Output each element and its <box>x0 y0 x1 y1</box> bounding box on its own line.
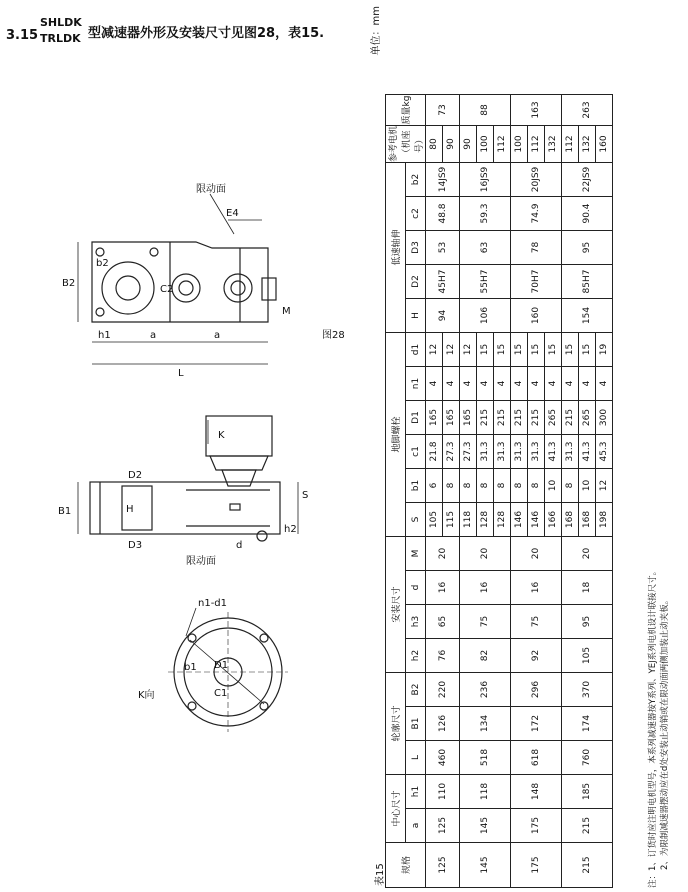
col-header-15: H <box>406 299 426 333</box>
cell-D3: 78 <box>511 231 562 265</box>
group-flange-bolt-header: 地脚螺栓 <box>386 333 406 537</box>
cell-motor: 80 <box>426 126 443 163</box>
dim-d-label: d <box>236 540 243 551</box>
spec-table <box>385 94 613 888</box>
cell-motor: 112 <box>528 126 545 163</box>
cell-d: 16 <box>426 571 460 605</box>
cell-weight: 88 <box>460 95 511 126</box>
col-header-4: B2 <box>406 673 426 707</box>
col-header-11: c1 <box>406 435 426 469</box>
cell-n1: 4 <box>426 367 443 401</box>
cell-S: 128 <box>494 503 511 537</box>
cell-n1: 4 <box>494 367 511 401</box>
cell-d1: 12 <box>426 333 443 367</box>
cell-c1: 21.8 <box>426 435 443 469</box>
col-spec-header: 规格 <box>386 843 426 888</box>
cell-h2: 76 <box>426 639 460 673</box>
dim-l-label: L <box>178 368 184 379</box>
cell-h3: 95 <box>562 605 613 639</box>
cell-S: 168 <box>579 503 596 537</box>
cell-c2: 90.4 <box>562 197 613 231</box>
cell-motor: 100 <box>511 126 528 163</box>
cell-H: 154 <box>562 299 613 333</box>
table-row <box>460 95 477 888</box>
spec-table-panel <box>365 2 685 892</box>
cell-b2: 14JS9 <box>426 163 460 197</box>
cell-M: 20 <box>562 537 613 571</box>
cell-B1: 134 <box>460 707 511 741</box>
cell-D3: 53 <box>426 231 460 265</box>
col-header-6: h3 <box>406 605 426 639</box>
cell-d1: 15 <box>579 333 596 367</box>
cell-D2: 85H7 <box>562 265 613 299</box>
cell-h1: 185 <box>562 775 613 809</box>
cell-c1: 27.3 <box>460 435 477 469</box>
cell-D1: 215 <box>511 401 528 435</box>
cell-d1: 15 <box>545 333 562 367</box>
col-header-10: b1 <box>406 469 426 503</box>
dim-n1-d1-label: n1-d1 <box>198 598 228 609</box>
cell-D1: 215 <box>562 401 579 435</box>
cell-d1: 15 <box>477 333 494 367</box>
cell-d1: 12 <box>443 333 460 367</box>
cell-spec: 215 <box>562 843 613 888</box>
cell-n1: 4 <box>545 367 562 401</box>
cell-S: 146 <box>528 503 545 537</box>
cell-motor: 132 <box>545 126 562 163</box>
col-header-1: h1 <box>406 775 426 809</box>
cell-d1: 15 <box>562 333 579 367</box>
cell-d: 16 <box>511 571 562 605</box>
section-number: 3.15 <box>6 28 39 43</box>
cell-h3: 75 <box>460 605 511 639</box>
dim-s-label: S <box>302 490 309 501</box>
cell-c1: 41.3 <box>545 435 562 469</box>
section-description: 型减速器外形及安装尺寸见图28，表15. <box>88 26 325 41</box>
cell-B2: 236 <box>460 673 511 707</box>
cell-S: 146 <box>511 503 528 537</box>
cell-D1: 215 <box>477 401 494 435</box>
cell-b1: 8 <box>494 469 511 503</box>
cell-a: 145 <box>460 809 511 843</box>
cell-d1: 19 <box>596 333 613 367</box>
col-header-13: n1 <box>406 367 426 401</box>
cell-n1: 4 <box>443 367 460 401</box>
group-install-header: 安装尺寸 <box>386 537 406 673</box>
cell-D3: 95 <box>562 231 613 265</box>
cell-spec: 125 <box>426 843 460 888</box>
cell-motor: 132 <box>579 126 596 163</box>
cell-a: 125 <box>426 809 460 843</box>
cell-b1: 8 <box>511 469 528 503</box>
cell-c1: 31.3 <box>494 435 511 469</box>
cell-h3: 75 <box>511 605 562 639</box>
cell-d1: 15 <box>494 333 511 367</box>
cell-D1: 215 <box>528 401 545 435</box>
cell-S: 198 <box>596 503 613 537</box>
cell-n1: 4 <box>477 367 494 401</box>
cell-B2: 370 <box>562 673 613 707</box>
dim-c1-label: C1 <box>214 688 228 699</box>
cell-n1: 4 <box>528 367 545 401</box>
col-header-9: S <box>406 503 426 537</box>
cell-motor: 90 <box>460 126 477 163</box>
side-limit-face-label: 限动面 <box>186 556 216 567</box>
cell-d: 18 <box>562 571 613 605</box>
col-header-19: b2 <box>406 163 426 197</box>
cell-D1: 300 <box>596 401 613 435</box>
dim-h2-label: h2 <box>284 524 297 535</box>
cell-D1: 265 <box>545 401 562 435</box>
cell-c1: 41.3 <box>579 435 596 469</box>
cell-c2: 74.9 <box>511 197 562 231</box>
dim-h-label: H <box>126 504 134 515</box>
cell-S: 128 <box>477 503 494 537</box>
cell-D1: 165 <box>426 401 443 435</box>
cell-b1: 8 <box>460 469 477 503</box>
cell-h1: 110 <box>426 775 460 809</box>
col-header-18: c2 <box>406 197 426 231</box>
cell-motor: 90 <box>443 126 460 163</box>
dim-d1-label: D1 <box>214 660 229 671</box>
cell-D2: 45H7 <box>426 265 460 299</box>
dim-h1-label: h1 <box>98 330 111 341</box>
table-row <box>426 95 443 888</box>
cell-B2: 220 <box>426 673 460 707</box>
cell-D2: 55H7 <box>460 265 511 299</box>
cell-b1: 6 <box>426 469 443 503</box>
cell-c2: 59.3 <box>460 197 511 231</box>
dim-c2-label: C2 <box>160 284 174 295</box>
cell-h1: 148 <box>511 775 562 809</box>
col-header-8: M <box>406 537 426 571</box>
dim-b2-small-label: b2 <box>96 258 109 269</box>
cell-n1: 4 <box>460 367 477 401</box>
model-name-2: TRLDK <box>40 32 81 45</box>
cell-B1: 126 <box>426 707 460 741</box>
cell-D1: 265 <box>579 401 596 435</box>
cell-b1: 8 <box>477 469 494 503</box>
group-center-header: 中心尺寸 <box>386 775 406 843</box>
cell-S: 166 <box>545 503 562 537</box>
group-outline-header: 轮廓尺寸 <box>386 673 406 775</box>
cell-S: 115 <box>443 503 460 537</box>
cell-n1: 4 <box>511 367 528 401</box>
cell-h2: 82 <box>460 639 511 673</box>
cell-B1: 172 <box>511 707 562 741</box>
col-header-17: D3 <box>406 231 426 265</box>
cell-h2: 92 <box>511 639 562 673</box>
cell-c1: 45.3 <box>596 435 613 469</box>
top-limit-face-label: 限动面 <box>196 184 226 195</box>
k-view-label: K向 <box>138 690 155 701</box>
dim-k-label: K <box>218 430 225 441</box>
table-unit: 单位：mm <box>371 6 382 56</box>
cell-motor: 112 <box>562 126 579 163</box>
col-header-0: a <box>406 809 426 843</box>
cell-c1: 31.3 <box>562 435 579 469</box>
col-weight-header: 质量kg <box>386 95 426 126</box>
table-caption: 表15 <box>375 863 386 886</box>
dim-d3-label: D3 <box>128 540 143 551</box>
cell-n1: 4 <box>579 367 596 401</box>
cell-D1: 215 <box>494 401 511 435</box>
note-2: 2、为限制减速器摆动应在d处安装止动销或在限动面两侧加装止动夹板。 <box>660 595 670 870</box>
dim-m-label: M <box>282 306 291 317</box>
cell-d1: 15 <box>528 333 545 367</box>
cell-B1: 174 <box>562 707 613 741</box>
cell-S: 118 <box>460 503 477 537</box>
cell-b1: 8 <box>528 469 545 503</box>
note-1: 注：1、订货时应注明电机型号，本系列减速器按Y系列、YEJ系列电机设计联接尺寸。 <box>648 566 658 888</box>
dim-d2-label: D2 <box>128 470 143 481</box>
dim-e4-label: E4 <box>226 208 239 219</box>
col-header-7: d <box>406 571 426 605</box>
cell-L: 760 <box>562 741 613 775</box>
table-row <box>562 95 579 888</box>
cell-weight: 263 <box>562 95 613 126</box>
dim-b2-label: B2 <box>62 278 76 289</box>
col-header-12: D1 <box>406 401 426 435</box>
cell-H: 160 <box>511 299 562 333</box>
cell-d: 16 <box>460 571 511 605</box>
table-row <box>511 95 528 888</box>
cell-b1: 8 <box>443 469 460 503</box>
cell-M: 20 <box>426 537 460 571</box>
cell-d1: 12 <box>460 333 477 367</box>
cell-motor: 160 <box>596 126 613 163</box>
cell-B2: 296 <box>511 673 562 707</box>
cell-M: 20 <box>460 537 511 571</box>
dim-a2-label: a <box>214 330 221 341</box>
cell-c1: 31.3 <box>477 435 494 469</box>
cell-H: 94 <box>426 299 460 333</box>
cell-a: 215 <box>562 809 613 843</box>
cell-b1: 8 <box>562 469 579 503</box>
cell-n1: 4 <box>596 367 613 401</box>
cell-c1: 31.3 <box>511 435 528 469</box>
cell-spec: 145 <box>460 843 511 888</box>
dim-a1-label: a <box>150 330 157 341</box>
cell-d1: 15 <box>511 333 528 367</box>
dim-b1-label: B1 <box>58 506 72 517</box>
col-header-2: L <box>406 741 426 775</box>
col-header-5: h2 <box>406 639 426 673</box>
cell-b2: 20JS9 <box>511 163 562 197</box>
group-low-shaft-header: 低速轴伸 <box>386 163 406 333</box>
cell-b2: 16JS9 <box>460 163 511 197</box>
cell-D2: 70H7 <box>511 265 562 299</box>
cell-weight: 163 <box>511 95 562 126</box>
cell-b1: 10 <box>545 469 562 503</box>
col-header-14: d1 <box>406 333 426 367</box>
cell-motor: 100 <box>477 126 494 163</box>
cell-D1: 165 <box>460 401 477 435</box>
cell-L: 518 <box>460 741 511 775</box>
col-motor-header: 参考电机（机座号） <box>386 126 426 163</box>
cell-h1: 118 <box>460 775 511 809</box>
col-header-16: D2 <box>406 265 426 299</box>
table-notes <box>647 567 671 888</box>
col-header-3: B1 <box>406 707 426 741</box>
cell-L: 460 <box>426 741 460 775</box>
cell-c2: 48.8 <box>426 197 460 231</box>
cell-weight: 73 <box>426 95 460 126</box>
cell-n1: 4 <box>562 367 579 401</box>
cell-c1: 31.3 <box>528 435 545 469</box>
cell-a: 175 <box>511 809 562 843</box>
cell-M: 20 <box>511 537 562 571</box>
cell-c1: 27.3 <box>443 435 460 469</box>
cell-L: 618 <box>511 741 562 775</box>
cell-spec: 175 <box>511 843 562 888</box>
cell-b1: 10 <box>579 469 596 503</box>
cell-D1: 165 <box>443 401 460 435</box>
cell-b1: 12 <box>596 469 613 503</box>
cell-S: 168 <box>562 503 579 537</box>
figure-label: 图28 <box>322 330 345 341</box>
cell-motor: 112 <box>494 126 511 163</box>
cell-D3: 63 <box>460 231 511 265</box>
cell-S: 105 <box>426 503 443 537</box>
cell-h2: 105 <box>562 639 613 673</box>
cell-h3: 65 <box>426 605 460 639</box>
cell-b2: 22JS9 <box>562 163 613 197</box>
dim-b1-small-label: b1 <box>184 662 197 673</box>
cell-H: 106 <box>460 299 511 333</box>
reducer-outline-drawing <box>0 20 360 890</box>
model-name-1: SHLDK <box>40 16 82 29</box>
